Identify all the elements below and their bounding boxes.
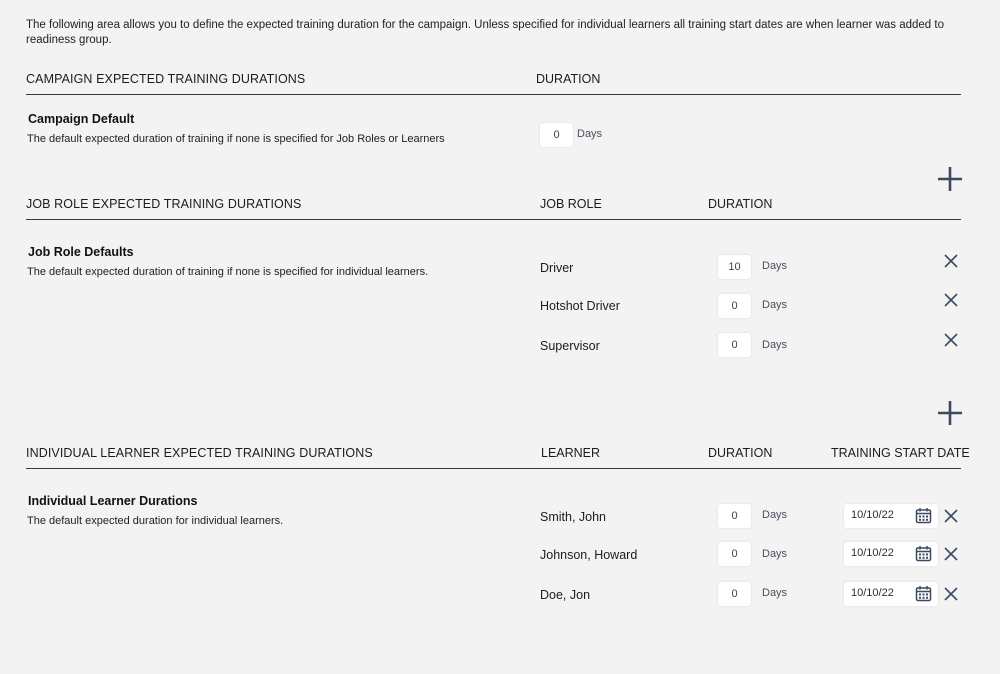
campaign-divider (26, 94, 961, 95)
remove-job-role-button[interactable] (943, 253, 959, 269)
plus-icon (938, 401, 962, 425)
job-role-duration-input[interactable]: 0 (718, 333, 751, 357)
start-date-picker[interactable] (844, 504, 938, 528)
calendar-icon[interactable] (915, 507, 932, 524)
plus-icon (938, 167, 962, 191)
intro-text: The following area allows you to define the expected training duration for the campaign. Unless specified for individual learners all training start dates are when learner was added to readiness group. (26, 19, 944, 46)
training-start-header: TRAINING START DATE (831, 446, 970, 460)
calendar-icon[interactable] (915, 545, 932, 562)
job-role-duration-unit: Days (762, 260, 788, 272)
job-role-duration-input[interactable]: 10 (718, 255, 751, 279)
learner-duration-input[interactable]: 0 (718, 582, 751, 606)
job-role-name: Hotshot Driver (540, 299, 620, 313)
job-role-duration-unit: Days (762, 339, 788, 351)
campaign-duration-header: DURATION (536, 72, 601, 86)
close-icon (945, 334, 957, 346)
learner-divider (26, 468, 961, 469)
remove-learner-button[interactable] (943, 508, 959, 524)
remove-job-role-button[interactable] (943, 332, 959, 348)
job-role-name: Supervisor (540, 339, 600, 353)
add-learner-button[interactable] (936, 399, 964, 427)
job-role-section-title: JOB ROLE EXPECTED TRAINING DURATIONS (26, 197, 302, 211)
remove-learner-button[interactable] (943, 546, 959, 562)
close-icon (945, 294, 957, 306)
job-role-defaults-desc: The default expected duration of training if none is specified for individual learners. (27, 266, 429, 278)
campaign-section-title: CAMPAIGN EXPECTED TRAINING DURATIONS (26, 72, 306, 86)
job-role-divider (26, 219, 961, 220)
start-date-picker[interactable] (844, 582, 938, 606)
remove-job-role-button[interactable] (943, 292, 959, 308)
learner-duration-unit: Days (762, 587, 788, 599)
close-icon (945, 548, 957, 560)
job-role-duration-input[interactable]: 0 (718, 294, 751, 318)
learner-duration-header: DURATION (708, 446, 773, 460)
close-icon (945, 588, 957, 600)
learner-duration-unit: Days (762, 509, 788, 521)
job-role-duration-header: DURATION (708, 197, 773, 211)
start-date-picker[interactable] (844, 542, 938, 566)
learner-header: LEARNER (541, 446, 601, 460)
job-role-name: Driver (540, 261, 574, 275)
calendar-icon[interactable] (915, 585, 932, 602)
learner-name: Doe, Jon (540, 588, 591, 602)
job-role-header: JOB ROLE (540, 197, 602, 211)
job-role-defaults-title: Job Role Defaults (28, 245, 134, 259)
learner-durations-desc: The default expected duration for individual learners. (27, 515, 284, 527)
learner-name: Johnson, Howard (540, 548, 638, 562)
campaign-default-desc: The default expected duration of training if none is specified for Job Roles or Learners (27, 133, 445, 145)
campaign-duration-input[interactable]: 0 (540, 123, 573, 147)
start-date-value: 10/10/22 (851, 509, 894, 521)
close-icon (945, 255, 957, 267)
remove-learner-button[interactable] (943, 586, 959, 602)
learner-duration-input[interactable]: 0 (718, 504, 751, 528)
job-role-duration-unit: Days (762, 299, 788, 311)
add-job-role-button[interactable] (936, 165, 964, 193)
start-date-value: 10/10/22 (851, 547, 894, 559)
campaign-default-title: Campaign Default (28, 112, 135, 126)
learner-durations-title: Individual Learner Durations (28, 494, 198, 508)
learner-duration-input[interactable]: 0 (718, 542, 751, 566)
close-icon (945, 510, 957, 522)
learner-duration-unit: Days (762, 548, 788, 560)
start-date-value: 10/10/22 (851, 587, 894, 599)
learner-name: Smith, John (540, 510, 607, 524)
learner-section-title: INDIVIDUAL LEARNER EXPECTED TRAINING DURATIONS (26, 446, 373, 460)
campaign-duration-unit: Days (577, 128, 603, 140)
